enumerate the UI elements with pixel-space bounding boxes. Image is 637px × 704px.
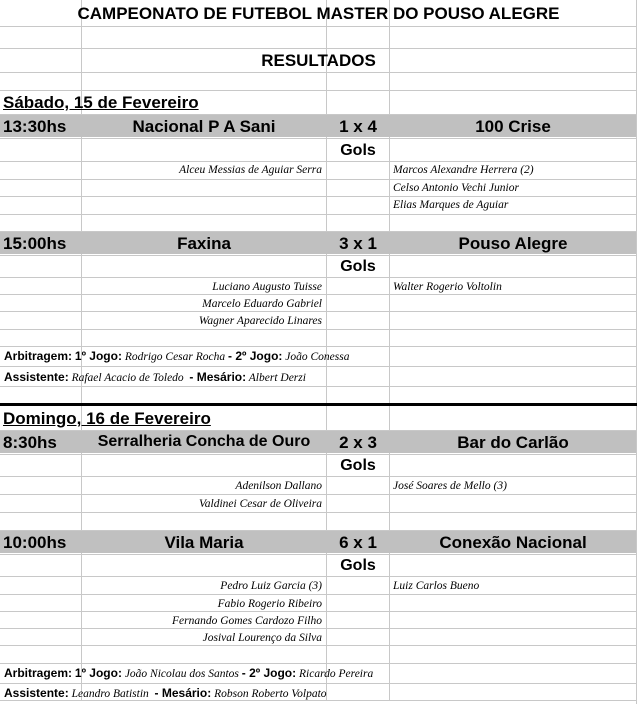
page-title: CAMPEONATO DE FUTEBOL MASTER DO POUSO ALEGRE: [77, 4, 560, 23]
grid-row-line: [0, 138, 637, 139]
assistants-line: Assistente: Leandro Batistin - Mesário: Robson Roberto Volpato: [4, 686, 327, 700]
match-score: 6 x 1: [339, 533, 377, 552]
goals-label: Gols: [340, 258, 376, 275]
away-team: Conexão Nacional: [439, 533, 587, 552]
home-team: Serralheria Concha de Ouro: [97, 433, 311, 450]
grid-row-line: [0, 179, 637, 180]
match-score: 1 x 4: [339, 117, 377, 136]
goal-count: (2): [520, 164, 534, 176]
section-divider: [0, 403, 637, 406]
grid-row-line: [0, 645, 637, 646]
home-team: Vila Maria: [164, 533, 244, 552]
home-scorer: Josival Lourenço da Silva: [202, 632, 322, 644]
home-scorer: Alceu Messias de Aguiar Serra: [179, 164, 322, 176]
day-heading: Domingo, 16 de Fevereiro: [3, 409, 211, 428]
match-time: 8:30hs: [3, 433, 57, 452]
home-scorer: Wagner Aparecido Linares: [198, 315, 322, 327]
away-scorer: Celso Antonio Vechi Junior: [393, 182, 519, 194]
home-scorer: Marcelo Eduardo Gabriel: [202, 298, 322, 310]
away-team: Bar do Carlão: [457, 433, 569, 452]
away-scorer: Marcos Alexandre Herrera (2): [393, 164, 534, 176]
grid-row-line: [0, 90, 637, 91]
grid-row-line: [0, 366, 637, 367]
page-subtitle: RESULTADOS: [261, 51, 376, 70]
grid-row-line: [0, 26, 637, 27]
grid-row-line: [0, 576, 637, 577]
away-scorer: Luiz Carlos Bueno: [393, 580, 480, 592]
away-scorer: Elias Marques de Aguiar: [393, 199, 509, 211]
goals-label: Gols: [340, 142, 376, 159]
goals-label: Gols: [340, 457, 376, 474]
assistants-line: Assistente: Rafael Acacio de Toledo - Mesário: Albert Derzi: [4, 370, 306, 384]
grid-row-line: [0, 48, 637, 49]
grid-row-line: [0, 554, 637, 555]
away-team: Pouso Alegre: [458, 234, 568, 253]
home-scorer: Luciano Augusto Tuisse: [212, 281, 322, 293]
grid-row-line: [0, 683, 637, 684]
away-scorer: Walter Rogerio Voltolin: [393, 281, 502, 293]
away-scorer: José Soares de Mello (3): [393, 480, 507, 492]
grid-row-line: [0, 628, 637, 629]
home-scorer: Valdinei Cesar de Oliveira: [199, 498, 322, 510]
home-team: Faxina: [177, 234, 231, 253]
goals-label: Gols: [340, 557, 376, 574]
away-team: 100 Crise: [475, 117, 551, 136]
home-scorer: Adenilson Dallano: [235, 480, 322, 492]
match-score: 2 x 3: [339, 433, 377, 452]
home-scorer: Pedro Luiz Garcia (3): [220, 580, 322, 592]
grid-row-line: [0, 494, 637, 495]
grid-row-line: [0, 161, 637, 162]
referees-line: Arbitragem: 1º Jogo: Rodrigo Cesar Rocha - 2º Jogo: João Conessa: [4, 349, 350, 363]
grid-row-line: [0, 214, 637, 215]
grid-row-line: [0, 72, 637, 73]
grid-row-line: [0, 255, 637, 256]
match-score: 3 x 1: [339, 234, 377, 253]
grid-row-line: [0, 512, 637, 513]
home-team: Nacional P A Sani: [132, 117, 276, 136]
grid-row-line: [0, 611, 637, 612]
grid-row-line: [0, 346, 637, 347]
referees-line: Arbitragem: 1º Jogo: João Nicolau dos Santos - 2º Jogo: Ricardo Pereira: [4, 666, 374, 680]
match-time: 15:00hs: [3, 234, 67, 253]
match-time: 10:00hs: [3, 533, 67, 552]
grid-row-line: [0, 294, 637, 295]
grid-row-line: [0, 386, 637, 387]
goal-count: (3): [493, 480, 507, 492]
grid-row-line: [0, 594, 637, 595]
grid-row-line: [0, 454, 637, 455]
match-time: 13:30hs: [3, 117, 67, 136]
home-scorer: Fabio Rogerio Ribeiro: [217, 598, 322, 610]
day-heading: Sábado, 15 de Fevereiro: [3, 93, 199, 112]
grid-column-line: [389, 0, 390, 700]
home-scorer: Fernando Gomes Cardozo Filho: [171, 615, 322, 627]
grid-row-line: [0, 196, 637, 197]
grid-row-line: [0, 329, 637, 330]
grid-row-line: [0, 277, 637, 278]
goal-count: (3): [308, 580, 322, 592]
grid-row-line: [0, 663, 637, 664]
grid-row-line: [0, 476, 637, 477]
grid-row-line: [0, 700, 637, 701]
grid-row-line: [0, 311, 637, 312]
